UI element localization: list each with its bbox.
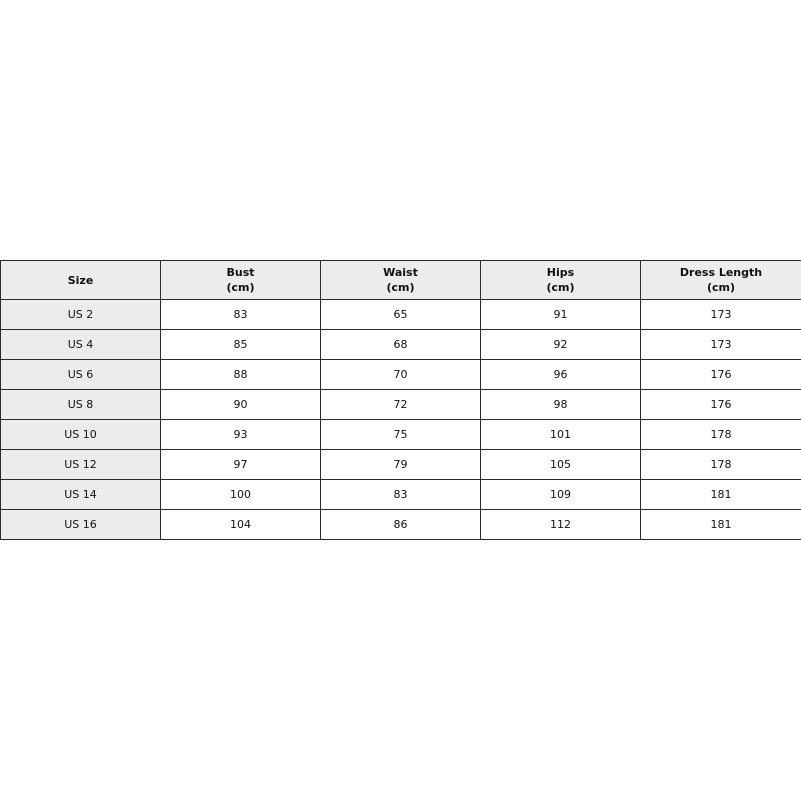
- dress-length-cell: 178: [641, 420, 801, 450]
- hips-cell: 92: [481, 330, 641, 360]
- table-row: [1, 300, 801, 330]
- bust-cell: 90: [161, 390, 321, 420]
- header-dress-length: [641, 261, 801, 300]
- waist-cell: 83: [321, 480, 481, 510]
- bust-cell: 83: [161, 300, 321, 330]
- hips-cell: 105: [481, 450, 641, 480]
- table-row: [1, 330, 801, 360]
- header-dress-length-unit: (cm): [706, 281, 736, 294]
- header-waist: [321, 261, 481, 300]
- size-cell: US 6: [1, 360, 161, 390]
- table-body: [1, 300, 801, 540]
- waist-cell: 70: [321, 360, 481, 390]
- table-row: [1, 480, 801, 510]
- dress-length-cell: 181: [641, 480, 801, 510]
- table-row: [1, 360, 801, 390]
- header-waist-label: Waist: [383, 266, 418, 279]
- header-hips-unit: (cm): [546, 281, 575, 294]
- hips-cell: 98: [481, 390, 641, 420]
- size-cell: US 12: [1, 450, 161, 480]
- table-row: [1, 510, 801, 540]
- waist-cell: 65: [321, 300, 481, 330]
- size-cell: US 2: [1, 300, 161, 330]
- bust-cell: 93: [161, 420, 321, 450]
- table-header: [1, 261, 801, 300]
- bust-cell: 97: [161, 450, 321, 480]
- hips-cell: 96: [481, 360, 641, 390]
- table-row: [1, 390, 801, 420]
- waist-cell: 72: [321, 390, 481, 420]
- table-row: [1, 420, 801, 450]
- size-cell: US 4: [1, 330, 161, 360]
- hips-cell: 101: [481, 420, 641, 450]
- hips-cell: 112: [481, 510, 641, 540]
- bust-cell: 88: [161, 360, 321, 390]
- header-dress-length-label: Dress Length: [679, 266, 763, 279]
- dress-length-cell: 178: [641, 450, 801, 480]
- table-row: [1, 450, 801, 480]
- header-bust-label: Bust: [226, 266, 255, 279]
- waist-cell: 75: [321, 420, 481, 450]
- dress-length-cell: 173: [641, 300, 801, 330]
- header-bust: [161, 261, 321, 300]
- dress-length-cell: 173: [641, 330, 801, 360]
- size-cell: US 8: [1, 390, 161, 420]
- bust-cell: 85: [161, 330, 321, 360]
- waist-cell: 86: [321, 510, 481, 540]
- hips-cell: 91: [481, 300, 641, 330]
- size-chart-table: [0, 260, 801, 540]
- header-hips-label: Hips: [546, 266, 575, 279]
- header-bust-unit: (cm): [226, 281, 255, 294]
- size-cell: US 16: [1, 510, 161, 540]
- dress-length-cell: 181: [641, 510, 801, 540]
- header-row: [1, 261, 801, 300]
- dress-length-cell: 176: [641, 360, 801, 390]
- bust-cell: 104: [161, 510, 321, 540]
- header-size-label: Size: [67, 273, 94, 287]
- header-hips: [481, 261, 641, 300]
- hips-cell: 109: [481, 480, 641, 510]
- header-waist-unit: (cm): [386, 281, 415, 294]
- size-cell: US 14: [1, 480, 161, 510]
- waist-cell: 68: [321, 330, 481, 360]
- header-size: [1, 261, 161, 300]
- bust-cell: 100: [161, 480, 321, 510]
- size-cell: US 10: [1, 420, 161, 450]
- dress-length-cell: 176: [641, 390, 801, 420]
- waist-cell: 79: [321, 450, 481, 480]
